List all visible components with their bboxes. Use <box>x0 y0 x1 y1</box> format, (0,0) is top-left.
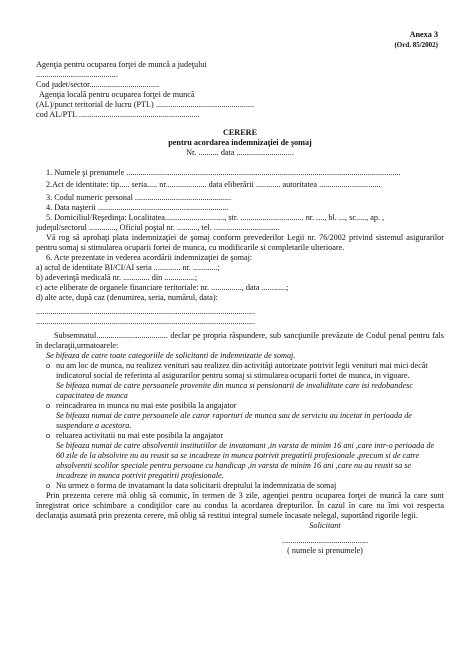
authority-county: Agenţia pentru ocuparea forţei de muncă a judeţului <box>36 60 207 69</box>
authority-ptl: (AL)/punct teritorial de lucru (PTL) ................................................ <box>36 100 255 109</box>
form-title <box>36 128 444 158</box>
request-text: Vă rog să aprobaţi plata indemnizaţiei de şomaj conform prevederilor Legii nr. 76/2002 privind sistemul asigurarilor pentru somaj si stimularea ocuparii fortei de munca, cu modificarile si completarile ulterioare. <box>36 233 444 252</box>
signature-label: Solicitant <box>309 521 341 530</box>
signature-dots: .......................................... <box>282 536 368 545</box>
declaration-note-all: Se bifeaza de catre toate categoriile de solicitanti de indemnizatie de somaj. <box>46 351 296 360</box>
act-c: c) acte eliberate de organele financiare teritoriale: nr. ..............., data ............; <box>36 283 289 292</box>
authority-county-dots: ........................................ <box>36 70 118 79</box>
checkbox-circle-icon[interactable]: o <box>46 431 51 440</box>
declaration-note-1: Se bifeaza numai de catre persoanele provenite din munca si pensionarii de invaliditate care isi redobandesc capacitatea de munca <box>56 381 413 400</box>
title-subject: pentru acordarea indemnizaţiei de şomaj <box>168 138 312 147</box>
title-number-date: Nr. .......... data ............................ <box>186 148 294 157</box>
declaration-option-resume-activity <box>36 431 444 441</box>
act-b: b) adeverinţă medicală nr. ............. din ...............; <box>36 273 198 282</box>
field-cnp: 3. Codul numeric personal ............................................... <box>46 193 232 202</box>
option-text: Nu urmez o forma de invatamant la data solicitarii dreptului la indemnizatia de somaj <box>56 481 337 490</box>
checkbox-circle-icon[interactable]: o <box>46 481 51 490</box>
acts-heading: 6. Acte prezentate in vederea acordării indemnizaţiei de şomaj: <box>46 253 253 262</box>
act-d: d) alte acte, după caz (denumirea, seria, numărul, data): <box>36 293 218 302</box>
annex-title: Anexa 3 <box>409 30 438 39</box>
act-d-dots-1: ........................................................................................................... <box>36 307 256 316</box>
authority-code: Cod judet/sector.................................. <box>36 80 160 89</box>
declaration-note-3: Se bifeaza numai de catre absolventii institutiilor de invatamant ,in varsta de minim 16 ani ,care intr-o perioada de 60 zile de la absolvire nu au reusit sa se incadreze in munca potrivit pregatirii profesionale ,precum si de catre absolventii scolilor speciale pentru persoane cu handicap ,in varsta de minim 16 ani ,care nu au reusit sa se incadreze in munca potrivit pregatirii profesionale. <box>56 441 435 480</box>
field-id-document: 2.Act de identitate: tip..... seria..... nr.................... data eliberării ............ autoritatea .............................. <box>46 180 381 189</box>
declaration-intro: Subsemnatul................................... declar pe propria răspundere, sub sancţiunile prevăzute de Codul penal pentru fals în declaraţii,urmatoarele: <box>36 331 444 350</box>
field-birth-date: 4. Data naşterii ................................................................ <box>46 203 229 212</box>
declaration-option-reemployment <box>36 401 444 411</box>
act-d-dots-2: ........................................................................................................... <box>36 317 256 326</box>
option-text: reincadrarea in munca nu mai este posibila la angajator <box>56 401 237 410</box>
authority-block <box>36 60 356 120</box>
field-name: 1. Numele şi prenumele ...................................................................................................................................... <box>46 168 401 177</box>
checkbox-circle-icon[interactable]: o <box>46 401 51 410</box>
personal-fields <box>36 168 444 233</box>
option-text: reluarea activitatii nu mai este posibila la angajator <box>56 431 224 440</box>
declaration-closing: Prin prezenta cerere mă oblig să comunic, în termen de 3 zile, agenţiei pentru ocuparea forţei de muncă la care sunt înregistrat orice schimbare a condiţiilor care au condus la acordarea drepturilor. În cazul în care nu îmi voi respecta declaraţia asumată prin prezenta cerere, mă oblig să restitui integral sumele încasate nelegal, suportând rigorile legii. <box>36 491 444 520</box>
authority-local: Agenţia locală pentru ocuparea forţei de muncă <box>39 90 195 99</box>
annex-order: (Ord. 85/2002) <box>394 41 438 49</box>
field-address-cont: judeţul/sectorul ............., Oficiul poştal nr. .........., tel. ................................ <box>36 223 280 232</box>
declaration-note-2: Se bifeaza numai de catre persoanele ale caror raporturi de munca sau de serviciu au incetat in perioada de suspendare a acestora. <box>56 411 412 430</box>
acts-section <box>36 253 444 327</box>
authority-ptl-code: cod AL/PTL ........................................................... <box>36 110 200 119</box>
signature-block <box>206 521 444 556</box>
act-a: a) actul de identitate BI/CI/AI seria ............. nr. ............; <box>36 263 220 272</box>
annex-header <box>36 30 438 50</box>
declaration-option-no-job <box>36 361 444 381</box>
title-cerere: CERERE <box>222 128 258 137</box>
declaration-section <box>36 331 444 521</box>
field-address: 5. Domiciliul/Reşedinţa: Localitatea............................., str. ............................... nr. ...., bl. ..., sc....., ap. , <box>46 213 385 222</box>
option-text: nu am loc de munca, nu realizez venituri sau realizez din activităţi autorizate potrivit legii venituri mai mici decât indicatorul social de referinta al asigurarilor pentru somaj si stimularea ocuparii fortei de munca, in vigoare. <box>56 361 428 380</box>
declaration-option-no-education <box>36 481 444 491</box>
signature-name: ( numele si prenumele) <box>287 546 363 555</box>
checkbox-circle-icon[interactable]: o <box>46 361 51 370</box>
